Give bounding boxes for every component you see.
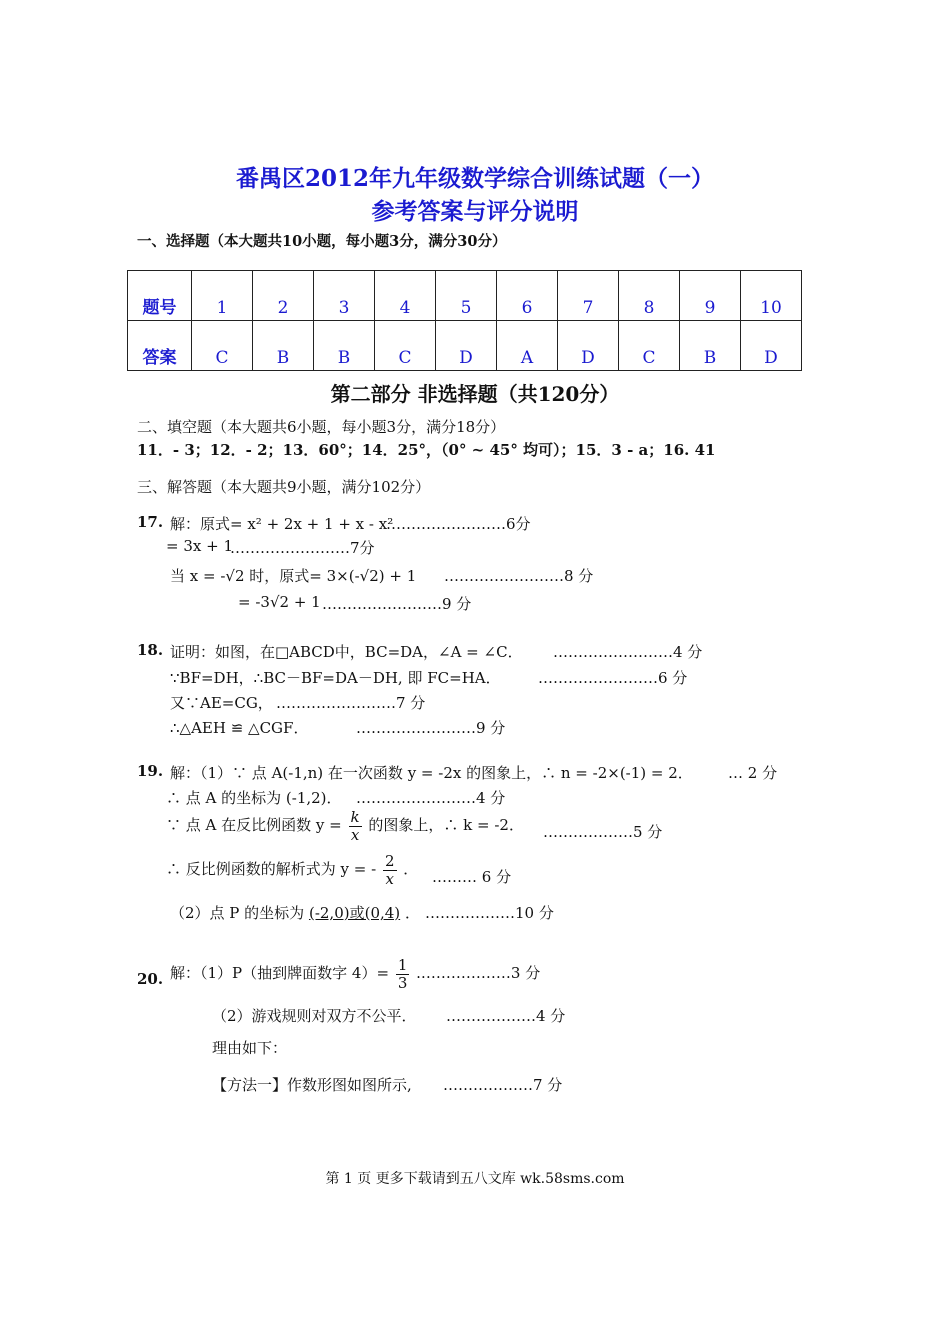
q19-line2: ∴ 点 A 的坐标为 (-1,2)．	[166, 789, 342, 807]
q19-score3: ………………5 分	[543, 823, 663, 841]
table-cell: 9	[680, 271, 741, 321]
q17-score4: ……………………9 分	[322, 595, 472, 613]
q19-line1: 解：（1）∵ 点 A(-1,n) 在一次函数 y = -2x 的图象上，∴ n = -2×(-1) = 2．	[170, 764, 693, 782]
q19-score1: … 2 分	[728, 764, 778, 782]
frac-denominator: 3	[397, 973, 408, 992]
table-row-numbers	[128, 271, 802, 321]
q19-score5: ………………10 分	[425, 904, 554, 922]
table-cell: 7	[558, 271, 619, 321]
table-cell: 8	[619, 271, 680, 321]
page-subtitle: 参考答案与评分说明	[371, 198, 579, 225]
table-cell: D	[436, 321, 497, 371]
part2-heading: 第二部分 非选择题（共120分）	[330, 382, 620, 406]
q19-line3	[166, 809, 524, 843]
frac-numerator: 2	[384, 852, 395, 870]
table-cell: 4	[375, 271, 436, 321]
frac-denominator: x	[350, 825, 360, 844]
fraction-2-over-x	[383, 853, 397, 887]
fraction-k-over-x	[349, 809, 362, 843]
section1-heading: 一、选择题（本大题共10小题，每小题3分，满分30分）	[137, 233, 507, 250]
answer-table	[127, 270, 802, 371]
q17-line2: = 3x + 1	[166, 537, 233, 555]
q18-score1: ……………………4 分	[553, 643, 703, 661]
q17-score3: ……………………8 分	[444, 567, 594, 585]
q19-score2: ……………………4 分	[356, 789, 506, 807]
table-row-answers	[128, 321, 802, 371]
q17-score2: ……………………7分	[230, 539, 375, 557]
q19-line3-pre: ∵ 点 A 在反比例函数 y =	[166, 816, 342, 834]
q18-score4: ……………………9 分	[356, 719, 506, 737]
q19-number: 19.	[137, 762, 164, 780]
q19-answer-coordinates: (-2,0)或(0,4)	[308, 904, 401, 922]
q17-line3: 当 x = -√2 时，原式= 3×(-√2) + 1	[170, 567, 417, 585]
q19-score4: ……… 6 分	[432, 868, 512, 886]
q17-line4: = -3√2 + 1	[238, 593, 321, 611]
table-cell: 3	[314, 271, 375, 321]
section2-answers: 11．- 3；12．- 2；13．60°；14．25°，（0° ~ 45° 均可）；15．3 - a；16. 41	[137, 441, 716, 459]
table-cell: 6	[497, 271, 558, 321]
q17-score1: ……………………6分	[386, 515, 531, 533]
q19-line4-post: ．	[403, 860, 419, 878]
page-footer: 第 1 页 更多下载请到五八文库 wk.58sms.com	[325, 1171, 625, 1187]
table-cell: 5	[436, 271, 497, 321]
q20-line1	[170, 957, 540, 991]
frac-numerator: 1	[397, 956, 408, 974]
section2-heading: 二、填空题（本大题共6小题，每小题3分，满分18分）	[137, 418, 506, 436]
q18-line3: 又∵AE=CG，	[170, 694, 273, 712]
q19-line3-post: 的图象上，∴ k = -2．	[368, 816, 524, 834]
table-cell: D	[741, 321, 802, 371]
table-cell: 2	[253, 271, 314, 321]
q20-score4: ………………7 分	[443, 1076, 563, 1094]
q20-line4: 【方法一】作数形图如图所示,	[212, 1076, 412, 1094]
q20-score1: .………………3 分	[416, 964, 541, 982]
q18-number: 18.	[137, 641, 164, 659]
q20-score2: ………………4 分	[446, 1007, 566, 1025]
table-header-q: 题号	[128, 271, 192, 321]
q19-line4	[166, 853, 418, 887]
table-cell: C	[192, 321, 253, 371]
q17-number: 17.	[137, 513, 164, 531]
q20-line1-pre: 解：（1）P（抽到牌面数字 4）=	[170, 964, 390, 982]
q17-line1: 解：原式= x² + 2x + 1 + x - x²	[170, 515, 394, 533]
q18-line1: 证明：如图，在□ABCD中，BC=DA，∠A = ∠C．	[170, 643, 523, 661]
q19-line5-pre: （2）点 P 的坐标为	[170, 904, 305, 922]
table-header-a: 答案	[128, 321, 192, 371]
q18-score2: ……………………6 分	[538, 669, 688, 687]
table-cell: B	[680, 321, 741, 371]
q20-number: 20.	[137, 970, 164, 988]
fraction-1-over-3	[396, 957, 410, 991]
section3-heading: 三、解答题（本大题共9小题，满分102分）	[137, 478, 431, 496]
table-cell: D	[558, 321, 619, 371]
table-cell: B	[314, 321, 375, 371]
q18-score3: ……………………7 分	[276, 694, 426, 712]
table-cell: 1	[192, 271, 253, 321]
table-cell: C	[375, 321, 436, 371]
frac-numerator: k	[350, 808, 360, 826]
q18-line4: ∴△AEH ≌ △CGF．	[170, 719, 309, 737]
table-cell: B	[253, 321, 314, 371]
q19-line5	[170, 902, 420, 923]
table-cell: 10	[741, 271, 802, 321]
page-title: 番禺区2012年九年级数学综合训练试题（一）	[235, 165, 714, 192]
q18-line2: ∵BF=DH，∴BC－BF=DA－DH, 即 FC=HA．	[170, 669, 501, 687]
q20-line3: 理由如下：	[212, 1039, 288, 1057]
q19-line5-post: ．	[404, 904, 420, 922]
q20-line2: （2）游戏规则对双方不公平．	[212, 1007, 417, 1025]
table-cell: C	[619, 321, 680, 371]
table-cell: A	[497, 321, 558, 371]
q19-line4-pre: ∴ 反比例函数的解析式为 y = -	[166, 860, 377, 878]
frac-denominator: x	[385, 869, 394, 888]
